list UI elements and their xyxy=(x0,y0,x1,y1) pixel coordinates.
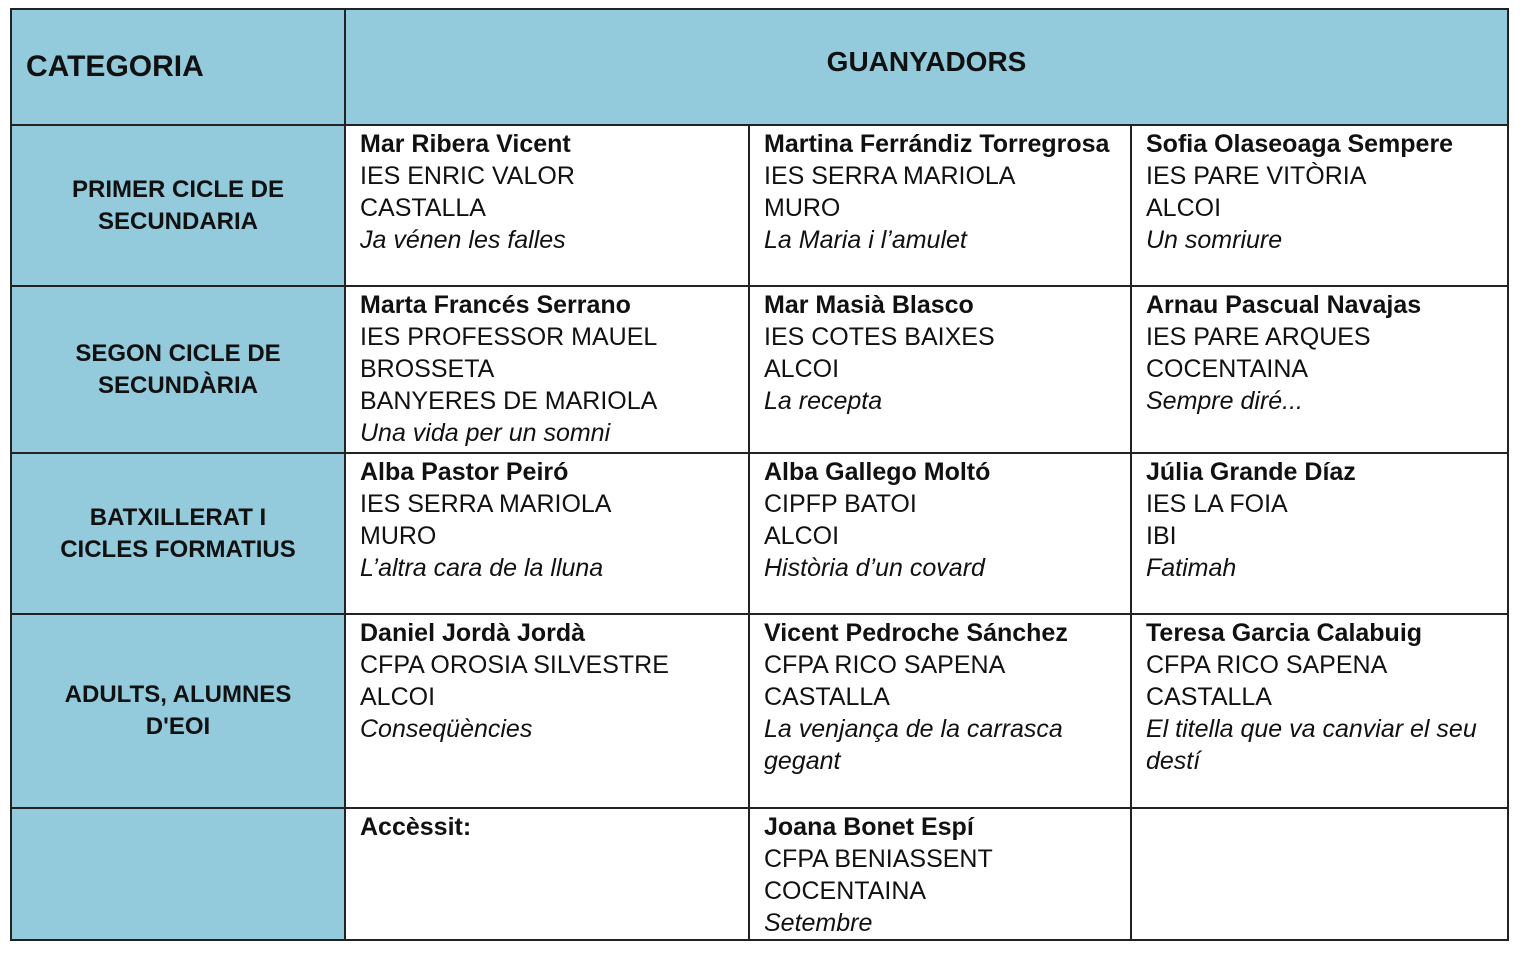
winner-town: CASTALLA xyxy=(1146,683,1272,711)
winner-title: Un somriure xyxy=(1146,226,1283,254)
winner-cell xyxy=(749,125,1131,286)
category-name-line: CICLES FORMATIUS xyxy=(60,535,296,563)
winner-name: Mar Ribera Vicent xyxy=(360,130,571,158)
winner-title: Conseqüències xyxy=(360,715,533,743)
winner-name: Sofia Olaseoaga Sempere xyxy=(1146,130,1454,158)
winner-school: IES COTES BAIXES xyxy=(764,323,995,351)
winner-town: COCENTAINA xyxy=(1146,355,1309,383)
header-row xyxy=(11,9,1508,125)
category-name xyxy=(11,125,345,286)
winner-name: Arnau Pascual Navajas xyxy=(1146,291,1422,319)
winner-school: IES LA FOIA xyxy=(1146,490,1288,518)
winner-town: MURO xyxy=(360,522,437,550)
category-name-line: ADULTS, ALUMNES xyxy=(64,681,292,708)
winner-cell xyxy=(749,453,1131,614)
winner-title: La venjança de la carrasca gegant xyxy=(764,715,1063,775)
accessit-row xyxy=(11,808,1508,940)
winner-town: CASTALLA xyxy=(360,194,486,222)
winner-town: BANYERES DE MARIOLA xyxy=(360,387,658,415)
category-row xyxy=(11,286,1508,453)
winner-town: MURO xyxy=(764,194,841,222)
winner-town: COCENTAINA xyxy=(764,877,927,905)
winner-name: Mar Masià Blasco xyxy=(764,291,974,319)
category-name-line: SECUNDÀRIA xyxy=(97,371,258,399)
empty-cell xyxy=(1131,808,1508,940)
winner-name: Alba Pastor Peiró xyxy=(360,458,569,486)
accessit-label: Accèssit: xyxy=(360,813,472,841)
winner-cell xyxy=(345,453,749,614)
winner-title: Història d’un covard xyxy=(764,554,985,582)
category-name-line: PRIMER CICLE DE xyxy=(71,175,284,203)
winner-school: IES ENRIC VALOR xyxy=(360,162,575,190)
category-row xyxy=(11,125,1508,286)
winner-school: CIPFP BATOI xyxy=(764,490,917,518)
winner-title: Una vida per un somni xyxy=(360,419,611,447)
awards-table xyxy=(10,8,1509,941)
winner-school: IES PARE VITÒRIA xyxy=(1146,162,1367,190)
winner-school: CFPA BENIASSENT xyxy=(764,845,993,873)
winner-school: CFPA RICO SAPENA xyxy=(1146,651,1388,679)
winner-name: Marta Francés Serrano xyxy=(360,291,631,319)
header-category: CATEGORIA xyxy=(11,9,345,125)
category-name-line: D'EOI xyxy=(145,713,211,740)
winner-cell xyxy=(345,614,749,808)
category-row xyxy=(11,453,1508,614)
winner-town: ALCOI xyxy=(360,683,436,711)
winner-school: IES PARE ARQUES xyxy=(1146,323,1371,351)
winner-town: ALCOI xyxy=(764,522,840,550)
winner-title: Setembre xyxy=(764,909,873,937)
winner-title: Fatimah xyxy=(1146,554,1237,582)
winner-cell xyxy=(1131,125,1508,286)
winner-title: Ja vénen les falles xyxy=(360,226,566,254)
category-name-line: SECUNDARIA xyxy=(97,207,258,235)
winner-town: IBI xyxy=(1146,522,1177,550)
winner-school: IES PROFESSOR MAUEL BROSSETA xyxy=(360,323,657,383)
winner-title: La recepta xyxy=(764,387,883,415)
winner-school: CFPA OROSIA SILVESTRE xyxy=(360,651,669,679)
winner-name: Alba Gallego Moltó xyxy=(764,458,991,486)
winner-name: Joana Bonet Espí xyxy=(764,813,974,841)
winner-name: Daniel Jordà Jordà xyxy=(360,619,586,647)
winner-cell xyxy=(1131,286,1508,453)
category-name xyxy=(11,614,345,808)
category-name-line: BATXILLERAT I xyxy=(89,503,267,531)
winner-cell xyxy=(345,125,749,286)
winner-cell xyxy=(1131,614,1508,808)
category-row xyxy=(11,614,1508,808)
winner-school: IES SERRA MARIOLA xyxy=(764,162,1016,190)
accessit-category-cell xyxy=(11,808,345,940)
winner-cell xyxy=(749,614,1131,808)
header-winners: GUANYADORS xyxy=(345,9,1508,125)
category-name xyxy=(11,286,345,453)
winner-town: ALCOI xyxy=(1146,194,1222,222)
winner-title: La Maria i l’amulet xyxy=(764,226,967,254)
winner-title: L’altra cara de la lluna xyxy=(360,554,604,582)
winner-school: CFPA RICO SAPENA xyxy=(764,651,1006,679)
winner-name: Júlia Grande Díaz xyxy=(1146,458,1356,486)
winner-cell xyxy=(1131,453,1508,614)
accessit-label-cell xyxy=(345,808,749,940)
category-name-line: SEGON CICLE DE xyxy=(75,339,281,367)
winner-name: Vicent Pedroche Sánchez xyxy=(764,619,1068,647)
category-name xyxy=(11,453,345,614)
accessit-winner-cell xyxy=(749,808,1131,940)
winner-school: IES SERRA MARIOLA xyxy=(360,490,612,518)
winner-title: El titella que va canviar el seu destí xyxy=(1146,715,1477,775)
winner-title: Sempre diré... xyxy=(1146,387,1304,415)
winner-town: CASTALLA xyxy=(764,683,890,711)
winner-cell xyxy=(749,286,1131,453)
winner-town: ALCOI xyxy=(764,355,840,383)
winner-cell xyxy=(345,286,749,453)
winner-name: Martina Ferrándiz Torregrosa xyxy=(764,130,1110,158)
winner-name: Teresa Garcia Calabuig xyxy=(1146,619,1423,647)
